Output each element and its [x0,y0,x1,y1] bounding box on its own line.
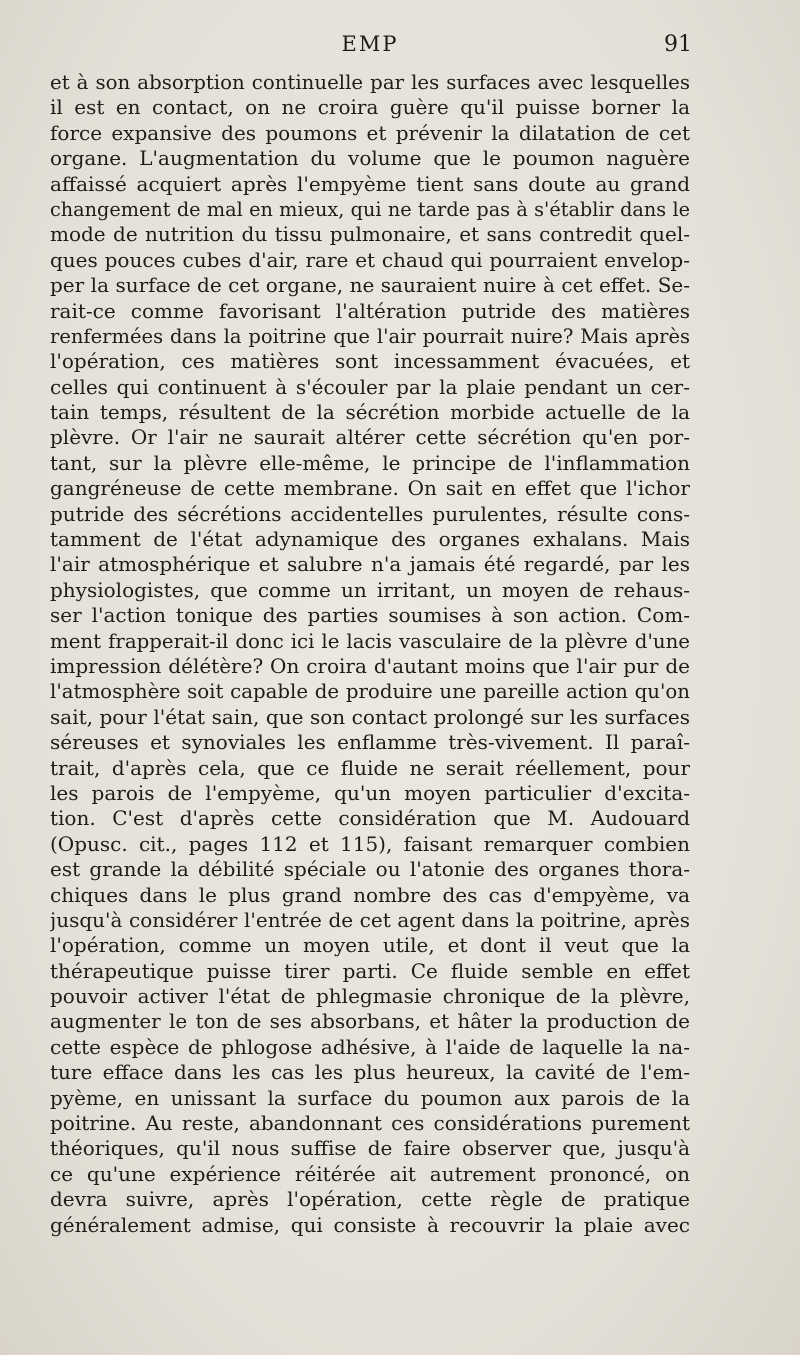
text-line: ce qu'une expérience réitérée ait autrement prononcé, on [50,1161,690,1186]
text-line: séreuses et synoviales les enflamme très-vivement. Il paraî- [50,730,690,755]
text-line: tain temps, résultent de la sécrétion morbide actuelle de la [50,400,690,425]
text-line: celles qui continuent à s'écouler par la plaie pendant un cer- [50,374,690,399]
text-line: putride des sécrétions accidentelles purulentes, résulte cons- [50,501,690,526]
text-line: physiologistes, que comme un irritant, un moyen de rehaus- [50,577,690,602]
text-line: et à son absorption continuelle par les surfaces avec lesquelles [50,71,690,94]
page-header [50,32,690,62]
running-head: EMP [341,32,399,56]
text-line: organe. L'augmentation du volume que le poumon naguère [50,146,690,171]
text-line: augmenter le ton de ses absorbans, et hâter la production de [50,1009,690,1034]
text-line: plèvre. Or l'air ne saurait altérer cette sécrétion qu'en por- [50,425,690,450]
text-line: sait, pour l'état sain, que son contact prolongé sur les surfaces [50,704,690,729]
text-line: tamment de l'état adynamique des organes exhalans. Mais [50,527,690,552]
text-line: changement de mal en mieux, qui ne tarde pas à s'établir dans le [50,197,690,221]
text-line: pouvoir activer l'état de phlegmasie chronique de la plèvre, [50,984,690,1009]
text-line: les parois de l'empyème, qu'un moyen particulier d'excita- [50,780,690,805]
body-text [50,70,690,1238]
text-line: renfermées dans la poitrine que l'air pourrait nuire? Mais après [50,324,690,348]
text-line: devra suivre, après l'opération, cette règle de pratique [50,1187,690,1212]
text-line: trait, d'après cela, que ce fluide ne serait réellement, pour [50,755,690,780]
text-line: il est en contact, on ne croira guère qu'il puisse borner la [50,95,690,120]
text-line: théoriques, qu'il nous suffise de faire observer que, jusqu'à [50,1136,690,1161]
text-line: généralement admise, qui consiste à recouvrir la plaie avec [50,1212,690,1237]
text-line: affaissé acquiert après l'empyème tient sans doute au grand [50,171,690,196]
text-line: ture efface dans les cas les plus heureux, la cavité de l'em- [50,1060,690,1085]
text-line: force expansive des poumons et prévenir la dilatation de cet [50,120,690,145]
text-line: l'atmosphère soit capable de produire une pareille action qu'on [50,680,690,704]
text-line: tion. C'est d'après cette considération que M. Audouard [50,806,690,831]
text-line: est grande la débilité spéciale ou l'atonie des organes thora- [50,857,690,882]
text-line: ser l'action tonique des parties soumises à son action. Com- [50,603,690,628]
text-line: mode de nutrition du tissu pulmonaire, et sans contredit quel- [50,222,690,247]
text-line: rait-ce comme favorisant l'altération putride des matières [50,298,690,323]
text-line: pyème, en unissant la surface du poumon aux parois de la [50,1085,690,1110]
text-line: l'opération, comme un moyen utile, et dont il veut que la [50,933,690,958]
text-line: thérapeutique puisse tirer parti. Ce fluide semble en effet [50,958,690,983]
text-line: gangréneuse de cette membrane. On sait en effet que l'ichor [50,476,690,501]
text-line: ment frapperait-il donc ici le lacis vasculaire de la plèvre d'une [50,629,690,653]
text-line: impression délétère? On croira d'autant moins que l'air pur de [50,653,690,678]
text-line: jusqu'à considérer l'entrée de cet agent dans la poitrine, après [50,907,690,932]
text-line: l'air atmosphérique et salubre n'a jamais été regardé, par les [50,552,690,577]
text-line: (Opusc. cit., pages 112 et 115), faisant remarquer combien [50,831,690,856]
text-line: poitrine. Au reste, abandonnant ces considérations purement [50,1111,690,1136]
text-line: tant, sur la plèvre elle-même, le principe de l'inflammation [50,450,690,475]
text-line: ques pouces cubes d'air, rare et chaud qui pourraient envelop- [50,247,690,272]
text-line: per la surface de cet organe, ne sauraient nuire à cet effet. Se- [50,273,690,298]
text-line: chiques dans le plus grand nombre des cas d'empyème, va [50,882,690,907]
page-number: 91 [664,32,692,57]
text-line: l'opération, ces matières sont incessamment évacuées, et [50,349,690,374]
text-line: cette espèce de phlogose adhésive, à l'aide de laquelle la na- [50,1034,690,1059]
